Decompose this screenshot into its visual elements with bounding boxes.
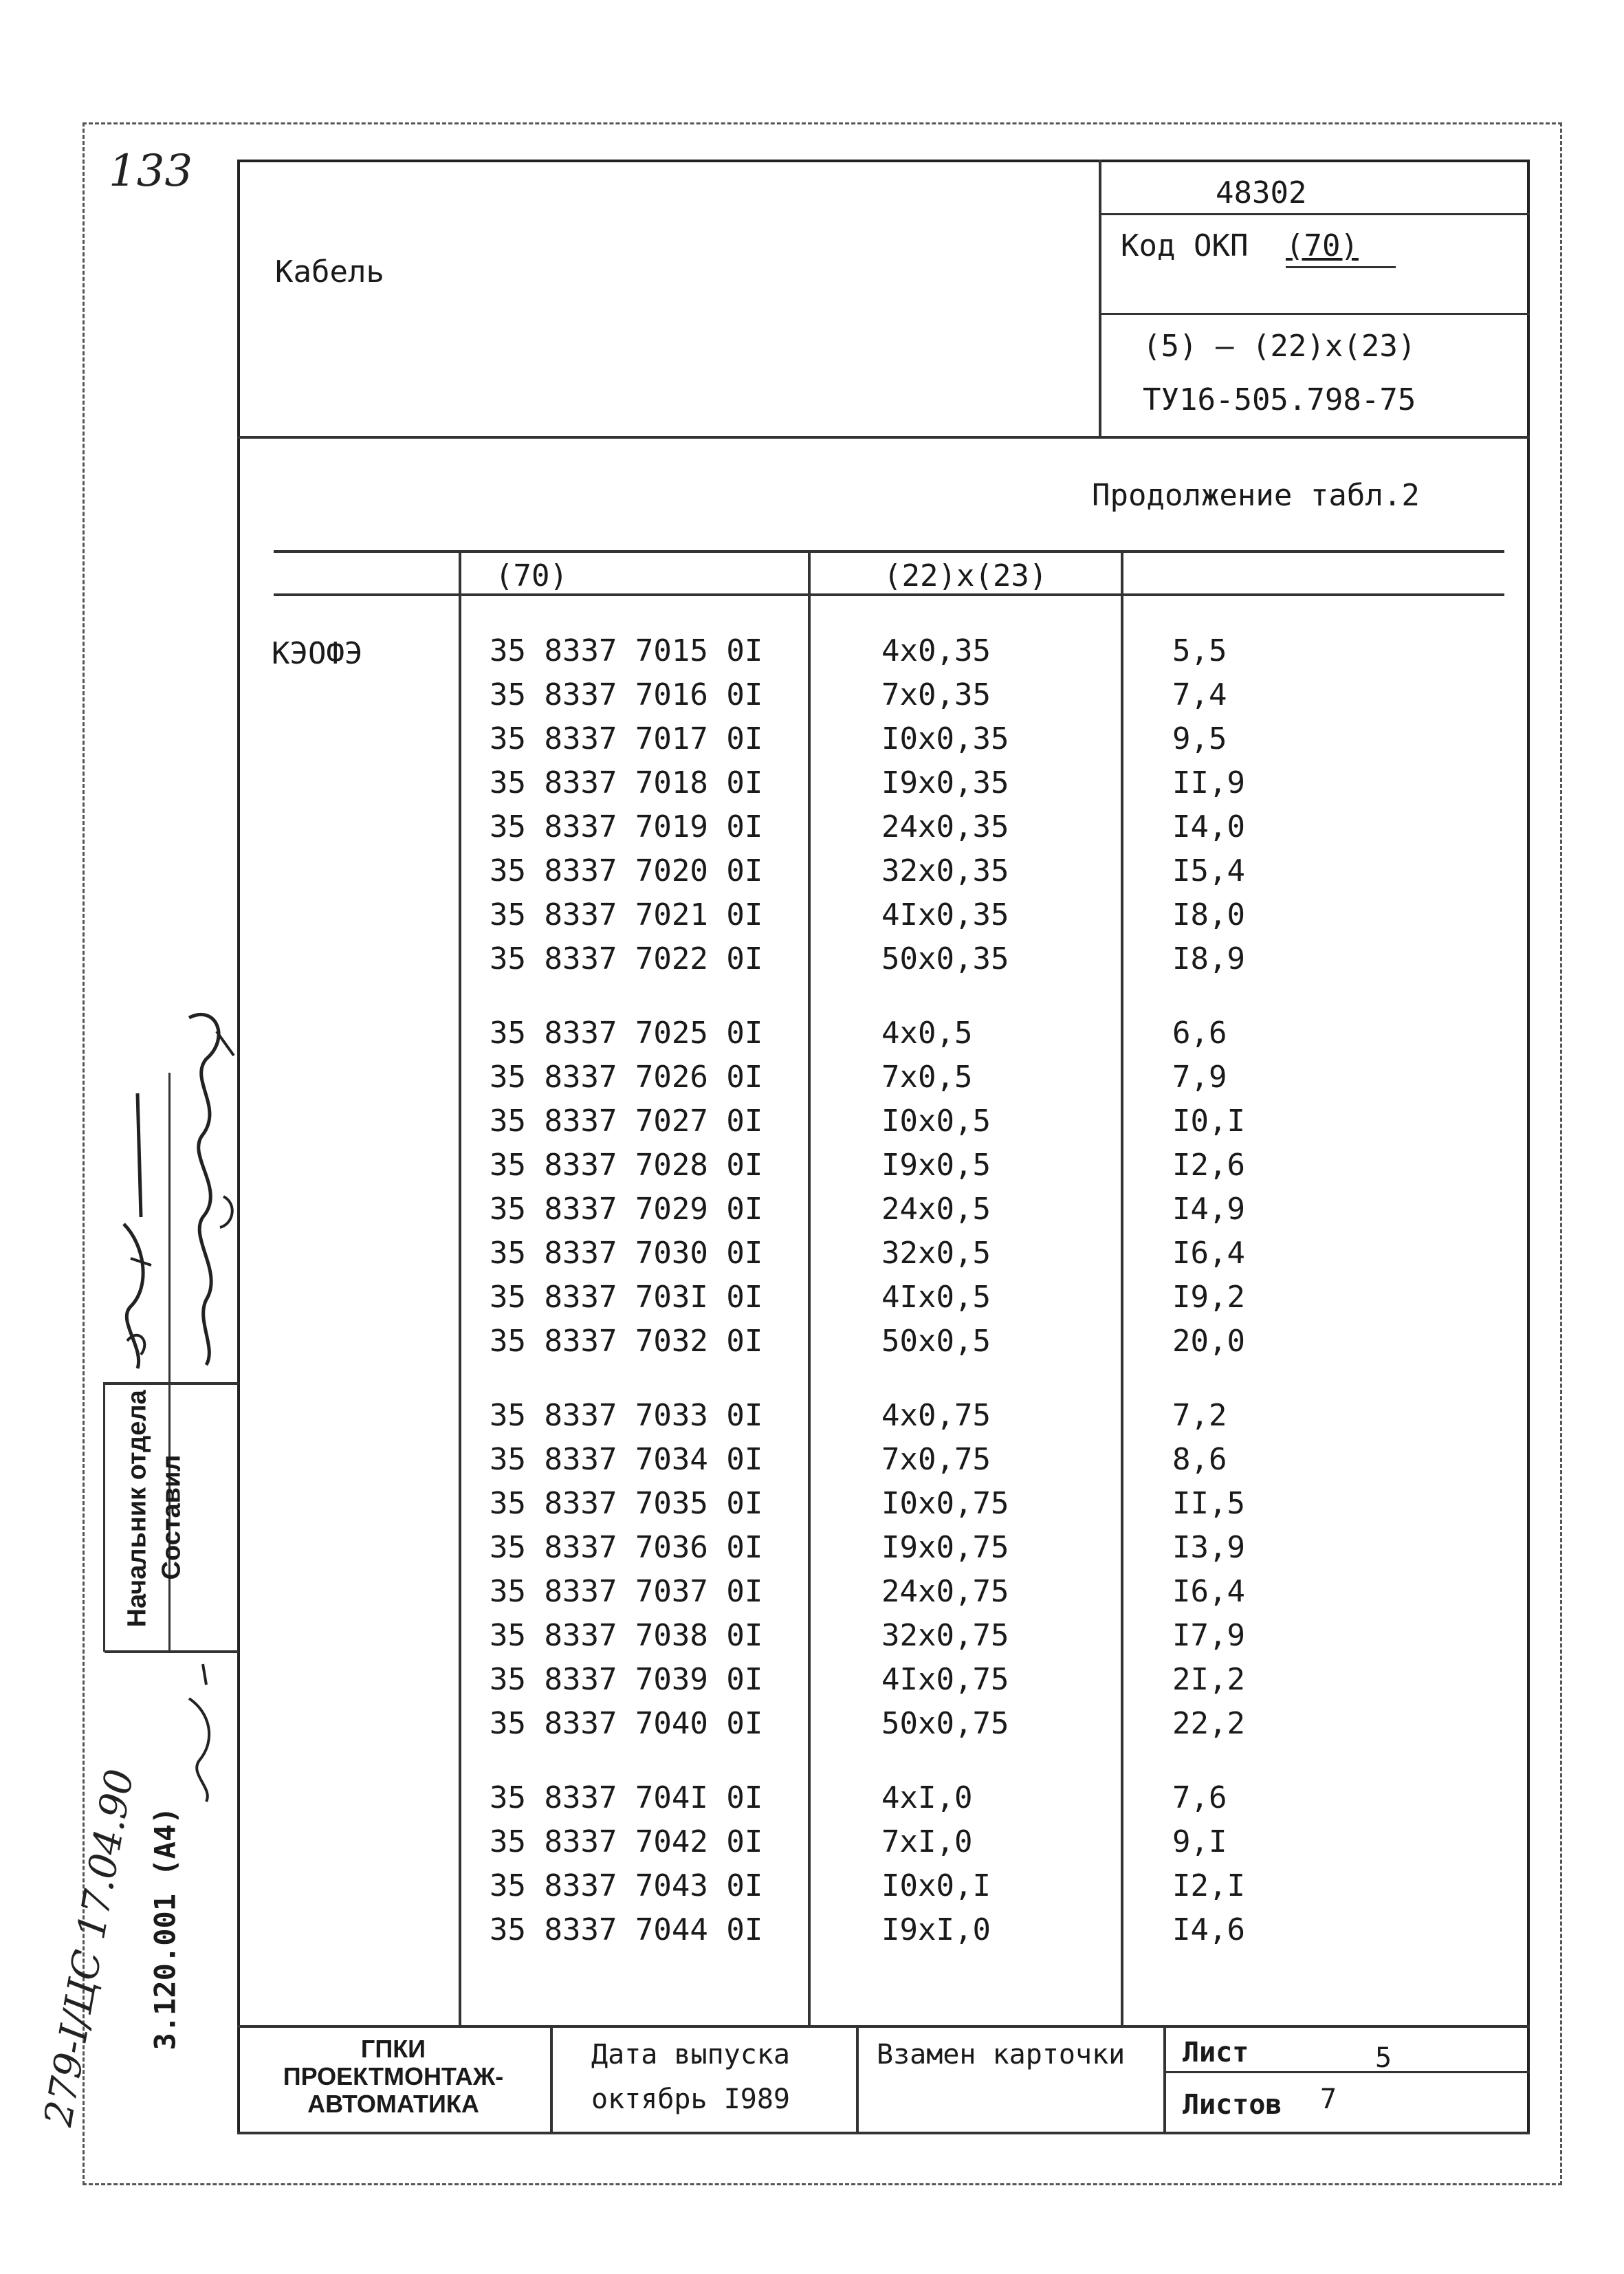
header-rule-2: [1100, 313, 1530, 315]
cell-value: 7,4: [1172, 677, 1227, 712]
cell-value: I3,9: [1172, 1530, 1245, 1565]
cell-size: I9хI,0: [881, 1912, 991, 1947]
sheets-value: 7: [1320, 2084, 1337, 2115]
formula: (5) – (22)х(23): [1143, 329, 1416, 364]
cell-code: 35 8337 7019 0I: [490, 809, 763, 844]
org-line-1: ГПКИ: [360, 2035, 426, 2063]
cell-size: I9х0,5: [881, 1148, 991, 1183]
cell-code: 35 8337 7044 0I: [490, 1912, 763, 1947]
footer-sheet-rule: [1165, 2071, 1530, 2073]
table-row: [0, 761, 1624, 805]
footer-top-rule: [237, 2025, 1530, 2028]
side-strip-rule-1: [105, 1382, 239, 1385]
cell-value: 8,6: [1172, 1442, 1227, 1477]
cell-code: 35 8337 7037 0I: [490, 1574, 763, 1609]
spec-number: ТУ16-505.798-75: [1143, 382, 1416, 417]
cell-value: 2I,2: [1172, 1662, 1245, 1697]
table-row: [0, 1820, 1624, 1864]
cell-code: 35 8337 7017 0I: [490, 721, 763, 756]
author-label: Составил: [157, 1454, 186, 1580]
cell-value: I0,I: [1172, 1104, 1245, 1139]
cell-code: 35 8337 7018 0I: [490, 765, 763, 800]
cell-value: 9,I: [1172, 1824, 1227, 1859]
cell-size: 50х0,75: [881, 1706, 1009, 1741]
cell-size: I0х0,5: [881, 1104, 991, 1139]
cell-size: 50х0,5: [881, 1324, 991, 1359]
side-strip-left: [103, 1382, 105, 1652]
table-row: [0, 1614, 1624, 1658]
cell-size: 7хI,0: [881, 1824, 973, 1859]
release-date: октябрь I989: [591, 2084, 790, 2115]
cell-value: I8,9: [1172, 941, 1245, 976]
sheet-label: Лист: [1183, 2037, 1249, 2068]
cell-size: 24х0,35: [881, 809, 1009, 844]
table-row: [0, 849, 1624, 893]
table-row: [0, 1776, 1624, 1820]
cell-value: I9,2: [1172, 1280, 1245, 1315]
org-block: [242, 2035, 545, 2118]
registration-note: 279-I/ЦС 17.04.90: [36, 1766, 143, 2130]
release-label: Дата выпуска: [591, 2039, 790, 2070]
table-row: [0, 1394, 1624, 1438]
footer-divider-3: [1163, 2025, 1166, 2134]
cell-code: 35 8337 7036 0I: [490, 1530, 763, 1565]
org-line-3: АВТОМАТИКА: [307, 2090, 479, 2118]
cell-size: I0х0,75: [881, 1486, 1009, 1521]
cell-code: 35 8337 7039 0I: [490, 1662, 763, 1697]
cell-value: 6,6: [1172, 1016, 1227, 1051]
cell-value: I2,6: [1172, 1148, 1245, 1183]
cell-size: 24х0,75: [881, 1574, 1009, 1609]
cell-size: 4х0,75: [881, 1398, 991, 1433]
cell-code: 35 8337 7042 0I: [490, 1824, 763, 1859]
side-strip-rule-2: [105, 1650, 239, 1653]
cable-brand: КЭОФЭ: [272, 636, 363, 671]
cell-value: 9,5: [1172, 721, 1227, 756]
table-row: [0, 1908, 1624, 1952]
table-row: [0, 1438, 1624, 1482]
table-row: [0, 1482, 1624, 1526]
cell-value: 7,6: [1172, 1780, 1227, 1815]
continuation-note: Продолжение табл.2: [1092, 478, 1420, 513]
document-reference: 3.120.001 (А4): [148, 1806, 182, 2051]
cell-size: 50х0,35: [881, 941, 1009, 976]
cell-size: 32х0,35: [881, 853, 1009, 888]
signature-author: [175, 990, 244, 1375]
header-rule-1: [1100, 213, 1530, 215]
cell-size: 4хI,0: [881, 1780, 973, 1815]
cell-code: 35 8337 7025 0I: [490, 1016, 763, 1051]
cell-value: I4,6: [1172, 1912, 1245, 1947]
table-row: [0, 805, 1624, 849]
header-bottom-line: [237, 436, 1530, 439]
replace-label: Взамен карточки: [877, 2039, 1126, 2070]
cell-code: 35 8337 7033 0I: [490, 1398, 763, 1433]
cell-code: 35 8337 7027 0I: [490, 1104, 763, 1139]
cell-size: 4х0,35: [881, 633, 991, 668]
cell-value: I7,9: [1172, 1618, 1245, 1653]
cell-size: 32х0,5: [881, 1236, 991, 1271]
cell-code: 35 8337 7035 0I: [490, 1486, 763, 1521]
table-row: [0, 629, 1624, 673]
cell-value: 22,2: [1172, 1706, 1245, 1741]
cell-value: 7,9: [1172, 1060, 1227, 1095]
header-divider: [1099, 160, 1101, 437]
cell-value: II,5: [1172, 1486, 1245, 1521]
cell-size: 4Iх0,75: [881, 1662, 1009, 1697]
col-header-code: (70): [495, 558, 568, 593]
org-line-2: ПРОЕКТМОНТАЖ-: [283, 2062, 504, 2090]
cell-size: 7х0,35: [881, 677, 991, 712]
cell-size: 4Iх0,5: [881, 1280, 991, 1315]
footer-divider-1: [550, 2025, 553, 2134]
cell-size: 32х0,75: [881, 1618, 1009, 1653]
cable-title: Кабель: [275, 254, 384, 289]
cell-value: I4,9: [1172, 1192, 1245, 1227]
okp-label: Код ОКП: [1121, 228, 1249, 263]
cell-code: 35 8337 7032 0I: [490, 1324, 763, 1359]
signature-head: [103, 1080, 165, 1382]
page-number: 133: [109, 146, 193, 197]
table-row: [0, 1526, 1624, 1570]
sheet-value: 5: [1375, 2042, 1392, 2074]
sheets-label: Листов: [1183, 2089, 1282, 2121]
cell-code: 35 8337 7022 0I: [490, 941, 763, 976]
okp-value: (70): [1286, 228, 1359, 263]
table-row: [0, 717, 1624, 761]
cell-code: 35 8337 7043 0I: [490, 1868, 763, 1903]
table-row: [0, 1864, 1624, 1908]
cell-size: 24х0,5: [881, 1192, 991, 1227]
cell-code: 35 8337 7026 0I: [490, 1060, 763, 1095]
cell-code: 35 8337 7028 0I: [490, 1148, 763, 1183]
cell-code: 35 8337 7021 0I: [490, 897, 763, 932]
cell-code: 35 8337 7016 0I: [490, 677, 763, 712]
cell-value: I2,I: [1172, 1868, 1245, 1903]
cell-value: 5,5: [1172, 633, 1227, 668]
footer-divider-2: [856, 2025, 859, 2134]
cell-size: 4Iх0,35: [881, 897, 1009, 932]
table-row: [0, 673, 1624, 717]
cell-value: I5,4: [1172, 853, 1245, 888]
cell-size: 7х0,5: [881, 1060, 973, 1095]
table-row: [0, 937, 1624, 981]
cell-value: 20,0: [1172, 1324, 1245, 1359]
cell-code: 35 8337 7040 0I: [490, 1706, 763, 1741]
cell-code: 35 8337 7015 0I: [490, 633, 763, 668]
cell-value: I6,4: [1172, 1574, 1245, 1609]
cell-value: I8,0: [1172, 897, 1245, 932]
cell-size: 4х0,5: [881, 1016, 973, 1051]
cell-code: 35 8337 7030 0I: [490, 1236, 763, 1271]
table-row: [0, 1702, 1624, 1746]
product-code: 48302: [1216, 175, 1307, 210]
initials-scribble: [175, 1657, 230, 1808]
footer-bottom-rule: [237, 2132, 1530, 2134]
okp-underline: [1286, 266, 1396, 268]
cell-size: I9х0,35: [881, 765, 1009, 800]
cell-size: I0х0,35: [881, 721, 1009, 756]
cell-size: I9х0,75: [881, 1530, 1009, 1565]
table-row: [0, 1570, 1624, 1614]
head-of-department-label: Начальник отдела: [122, 1390, 152, 1628]
cell-size: 7х0,75: [881, 1442, 991, 1477]
cell-code: 35 8337 7034 0I: [490, 1442, 763, 1477]
col-header-size: (22)х(23): [884, 558, 1048, 593]
cell-code: 35 8337 7020 0I: [490, 853, 763, 888]
cell-value: I4,0: [1172, 809, 1245, 844]
table-row: [0, 893, 1624, 937]
cell-value: 7,2: [1172, 1398, 1227, 1433]
cell-code: 35 8337 7029 0I: [490, 1192, 763, 1227]
table-row: [0, 1658, 1624, 1702]
cell-code: 35 8337 7038 0I: [490, 1618, 763, 1653]
cell-size: I0х0,I: [881, 1868, 991, 1903]
cell-value: II,9: [1172, 765, 1245, 800]
cell-code: 35 8337 703I 0I: [490, 1280, 763, 1315]
cell-code: 35 8337 704I 0I: [490, 1780, 763, 1815]
cell-value: I6,4: [1172, 1236, 1245, 1271]
